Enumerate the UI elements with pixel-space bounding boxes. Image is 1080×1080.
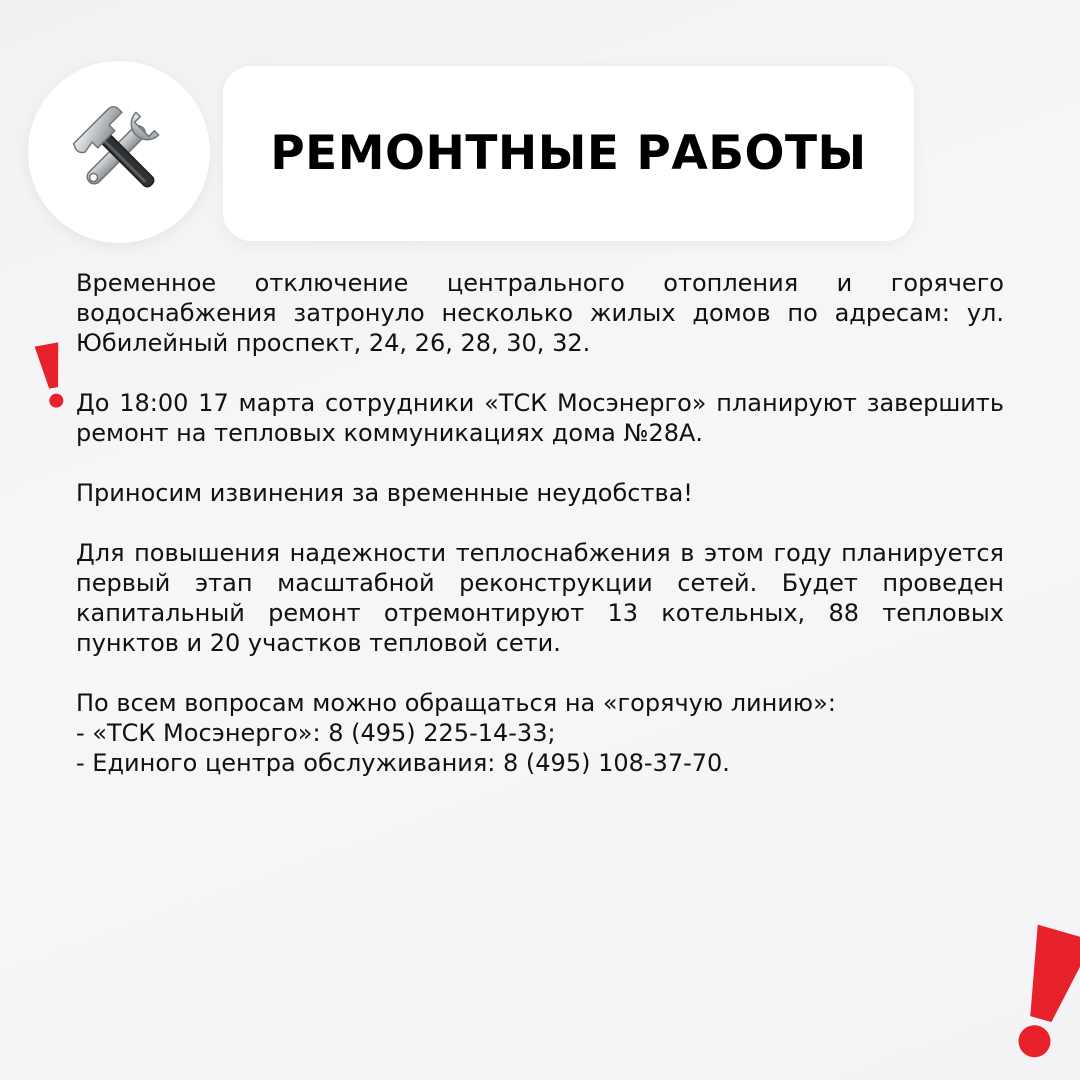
announcement-body [76,268,1004,778]
paragraph-outage: Временное отключение центрального отопления и горячего водоснабжения затронуло несколько жилых домов по адресам: ул. Юбилейный проспект, 24, 26, 28, 30, 32. [76,269,1004,357]
exclamation-mark-icon [28,339,75,412]
hotline-tsk-mosenergo: - «ТСК Мосэнерго»: 8 (495) 225-14-33; [76,719,556,747]
hotline-service-center: - Единого центра обслуживания: 8 (495) 108-37-70. [76,749,730,777]
paragraph-apology: Приносим извинения за временные неудобства! [76,479,693,507]
paragraph-reconstruction: Для повышения надежности теплоснабжения в этом году планируется первый этап масштабной реконструкции сетей. Будет проведен капитальный ремонт отремонтируют 13 котельных, 88 тепловых пунктов и 20 участков тепловой сети. [76,539,1004,657]
page-title: РЕМОНТНЫЕ РАБОТЫ [270,126,867,181]
title-card [223,66,914,241]
paragraph-repair-deadline: До 18:00 17 марта сотрудники «ТСК Мосэнерго» планируют завершить ремонт на тепловых коммуникациях дома №28А. [76,389,1004,447]
hammer-and-wrench-icon [65,98,173,206]
header-icon-badge [28,61,210,243]
hotline-intro: По всем вопросам можно обращаться на «горячую линию»: [76,689,836,717]
exclamation-mark-icon [988,919,1080,1069]
hotline-contacts [76,688,1004,778]
